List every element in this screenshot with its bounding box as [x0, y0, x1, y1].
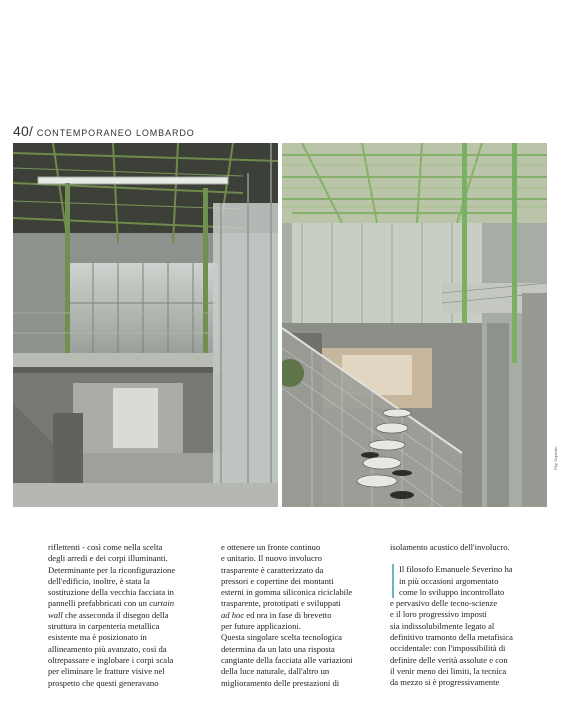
text-line: sostituzione della vecchia facciata in [48, 587, 174, 598]
left-photo [13, 143, 278, 507]
text-line: Determinante per la riconfigurazione [48, 564, 176, 575]
photo-credit: Filip Dujardin [553, 446, 558, 470]
text-line: della luce naturale, dall'altro un [221, 666, 330, 677]
text-line: trasparente è caratterizzato da [221, 564, 324, 575]
text-line: sia indissolubilmente legato al [390, 620, 495, 631]
text-line: oltrepassare e inglobare i corpi scala [48, 654, 174, 665]
text-line: struttura in carpenteria metallica [48, 621, 160, 632]
text-line: degli arredi e dei corpi illuminanti. [48, 553, 168, 564]
text-line: miglioramento delle prestazioni di [221, 677, 340, 688]
text-line: e ottenere un fronte continuo [221, 542, 321, 552]
text-line: come lo sviluppo incontrollato [399, 586, 505, 597]
text-line: ad hoc ed ora in fase di brevetto [221, 609, 332, 620]
text-line: da mezzo si è progressivamente [390, 677, 500, 688]
right-photo-drawing [282, 143, 547, 507]
text-line: Il filosofo Emanuele Severino ha [399, 564, 513, 575]
text-line: prospetto che questi generavano [48, 677, 159, 688]
text-line: il venir meno dei limiti, la tecnica [390, 665, 507, 676]
text-line: wall che asseconda il disegno della [48, 609, 169, 620]
left-photo-drawing [13, 143, 278, 507]
text-line: per eliminare le fratture visive nel [48, 666, 165, 677]
paragraph-gap [390, 553, 550, 564]
text-line: Questa singolare scelta tecnologica [221, 632, 342, 643]
text-line: esistente ma è posizionato in [48, 632, 147, 643]
text-column-3 [390, 542, 550, 689]
text-line: e il loro progressivo imposti [390, 609, 487, 620]
text-line: dell'edificio, inoltre, è stata la [48, 575, 150, 586]
text-line: trasparente, prototipati e sviluppati [221, 598, 341, 609]
text-line: determina da un lato una risposta [221, 643, 335, 654]
header-slash: / [28, 123, 33, 139]
text-line: cangiante della facciata alle variazioni [221, 654, 353, 665]
text-line: per future applicazioni. [221, 621, 301, 632]
text-line: riflettenti - così come nella scelta [48, 542, 163, 552]
text-line: pannelli prefabbricati con un curtain [48, 598, 175, 609]
page-header [13, 123, 195, 139]
highlighted-quote [392, 564, 550, 598]
page-number: 40 [13, 123, 29, 139]
text-line: esterni in gomma siliconica riciclabile [221, 587, 353, 598]
text-line: e pervasivo delle tecno-scienze [390, 598, 498, 609]
text-line: occidentale: con l'impossibilità di [390, 643, 506, 654]
text-line: isolamento acustico dell'involucro. [390, 542, 510, 552]
text-line: allineamento più avanzato, così da [48, 643, 167, 654]
text-line: definitivo tramonto della metafisica [390, 632, 513, 643]
text-column-1 [48, 542, 208, 689]
text-line: pressori e copertine dei montanti [221, 575, 334, 586]
text-line: definire delle verità assolute e con [390, 654, 508, 665]
text-line: e unitario. Il nuovo involucro [221, 553, 322, 564]
text-line: in più occasioni argomentato [399, 575, 499, 586]
right-photo [282, 143, 547, 507]
text-column-2 [221, 542, 381, 689]
section-title: CONTEMPORANEO LOMBARDO [36, 128, 195, 138]
